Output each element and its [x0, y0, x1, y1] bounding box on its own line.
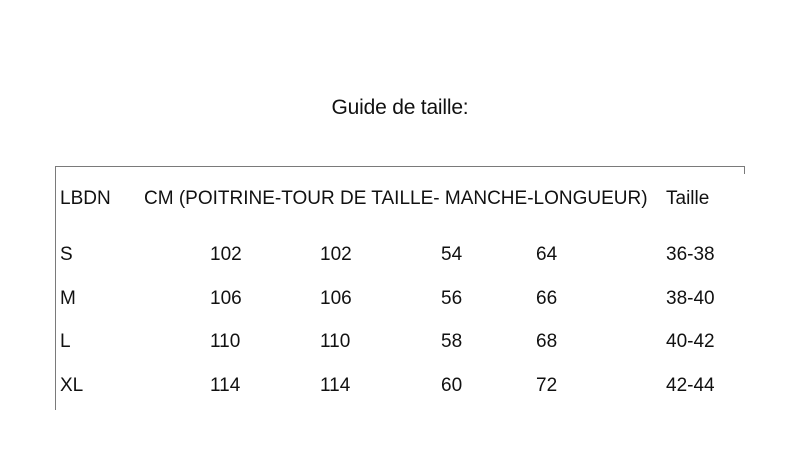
row-length: 64	[536, 244, 558, 265]
row-size-label: L	[60, 331, 71, 352]
row-chest: 114	[210, 375, 241, 396]
row-waist: 106	[320, 288, 352, 309]
row-sleeve: 60	[441, 375, 463, 396]
row-length: 66	[536, 288, 558, 309]
table-left-border	[55, 166, 56, 410]
row-sleeve: 56	[441, 288, 463, 309]
row-waist: 102	[320, 244, 352, 265]
row-size-range: 38-40	[666, 288, 715, 309]
row-size-range: 40-42	[666, 331, 715, 352]
row-sleeve: 58	[441, 331, 463, 352]
row-waist: 114	[320, 375, 351, 396]
row-size-label: M	[60, 288, 76, 309]
row-size-label: S	[60, 244, 73, 265]
row-chest: 106	[210, 288, 242, 309]
page-title: Guide de taille:	[331, 96, 469, 119]
row-waist: 110	[320, 331, 351, 352]
header-brand: LBDN	[60, 188, 111, 209]
row-size-range: 42-44	[666, 375, 715, 396]
header-size: Taille	[666, 188, 710, 209]
header-measures: CM (POITRINE-TOUR DE TAILLE- MANCHE-LONGUEUR)	[144, 188, 648, 209]
row-sleeve: 54	[441, 244, 463, 265]
row-chest: 102	[210, 244, 242, 265]
row-size-range: 36-38	[666, 244, 715, 265]
table-right-tick	[744, 166, 745, 174]
row-length: 72	[536, 375, 558, 396]
row-size-label: XL	[60, 375, 84, 396]
row-length: 68	[536, 331, 558, 352]
table-top-border	[55, 166, 745, 167]
row-chest: 110	[210, 331, 241, 352]
